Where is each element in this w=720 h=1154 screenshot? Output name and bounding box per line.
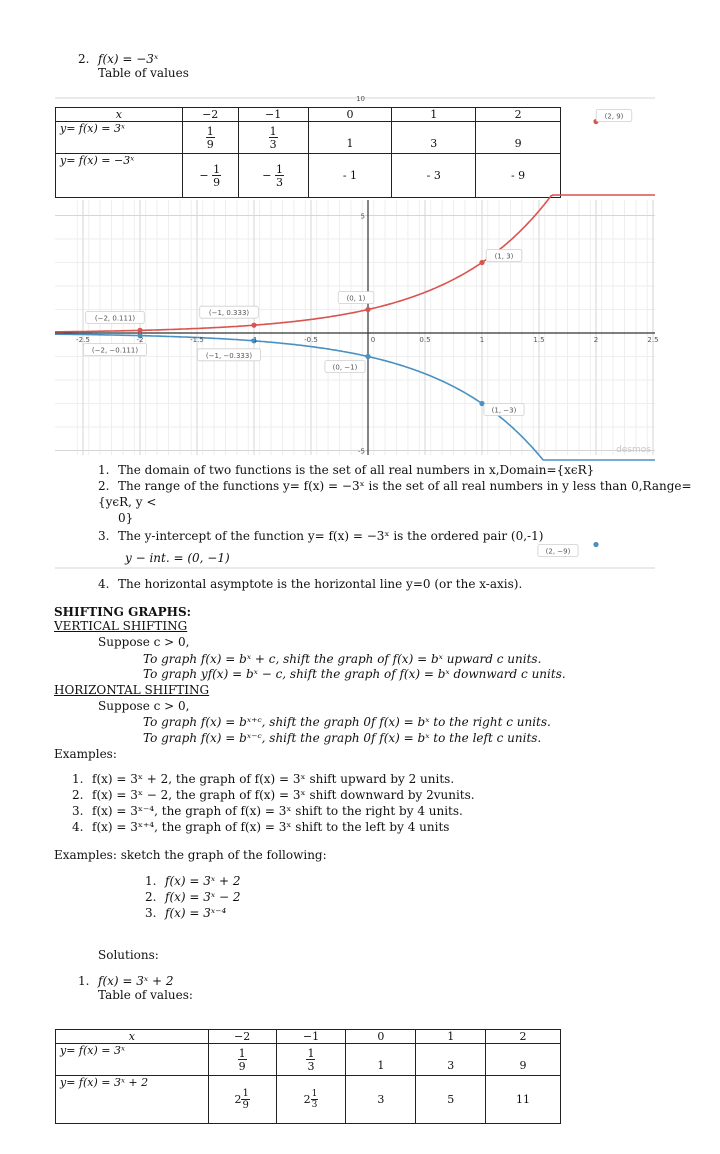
x-tick-label: -0.5 (304, 336, 318, 344)
table-cell: 3 (392, 122, 476, 154)
top-point-label (200, 306, 259, 318)
table-cell: − $\frac{1}{3}$ (238, 154, 308, 198)
solution-title: f(x) = 3ˣ + 2 (98, 974, 174, 988)
table-header-x: x (56, 108, 183, 122)
row-label: y= f(x) = 3ˣ + 2 (56, 1076, 209, 1124)
x-tick-label: -2 (136, 336, 144, 344)
data-point (365, 307, 370, 312)
data-point (137, 328, 142, 333)
top-point-label (338, 292, 374, 304)
top-point-label (486, 250, 522, 262)
point-label: (−2, −0.111) (91, 346, 139, 355)
rule-text: To graph f(x) = bˣ⁻ᶜ, shift the graph 0f f(x) = bˣ to the left c units. (143, 731, 542, 745)
table-cell: $\frac{1}{9}$ (182, 122, 238, 154)
table-header-cell: −1 (238, 108, 308, 122)
table-cell: 5 (416, 1076, 486, 1124)
vertical-shifting-heading: VERTICAL SHIFTING (54, 619, 188, 633)
note-item: 0} (118, 511, 134, 525)
rule-text: To graph f(x) = bˣ⁺ᶜ, shift the graph 0f f(x) = bˣ to the right c units. (143, 715, 551, 729)
data-point (479, 260, 484, 265)
bottom-point-label (83, 344, 146, 356)
sketch-list (145, 873, 240, 921)
point-label: (−2, 0.111) (94, 314, 136, 323)
row-label: y= f(x) = −3ˣ (56, 154, 183, 198)
bottom-point-label (484, 404, 524, 416)
sketch-item: 1. f(x) = 3ˣ + 2 (145, 874, 241, 888)
sketch-item: 3. f(x) = 3ˣ⁻⁴ (145, 906, 227, 920)
solutions-heading: Solutions: (98, 948, 159, 962)
example-item: 4. f(x) = 3ˣ⁺⁴, the graph of f(x) = 3ˣ shift to the left by 4 units (72, 820, 450, 834)
top-point-label (596, 110, 632, 122)
table-cell: 11 (486, 1076, 561, 1124)
y-tick-label: -5 (358, 447, 365, 456)
example-item: 3. f(x) = 3ˣ⁻⁴, the graph of f(x) = 3ˣ shift to the right by 4 units. (72, 804, 463, 818)
point-label: (1, −3) (491, 406, 517, 415)
table-cell: 9 (486, 1044, 561, 1076)
y-tick-label: 5 (360, 212, 365, 221)
table-cell: - 3 (392, 154, 476, 198)
row-label: y= f(x) = 3ˣ (56, 122, 183, 154)
desmos-watermark: desmos (616, 445, 651, 455)
top-point-label (86, 311, 145, 323)
table-header-cell: 0 (346, 1030, 416, 1044)
note-item: 3. The y-intercept of the function y= f(x) = −3ˣ is the ordered pair (0,-1) (98, 529, 544, 543)
note-item: 4. The horizontal asymptote is the horizontal line y=0 (or the x-axis). (98, 577, 523, 591)
x-tick-label: 1.5 (533, 336, 545, 344)
x-tick-label: 0.5 (419, 336, 431, 344)
sketch-heading: Examples: sketch the graph of the following: (54, 848, 327, 862)
x-tick-label: 0 (370, 336, 376, 344)
horizontal-shifting-heading: HORIZONTAL SHIFTING (54, 683, 210, 697)
point-label: (0, −1) (332, 363, 358, 372)
table-header-cell: 2 (486, 1030, 561, 1044)
point-label: (2, 9) (604, 112, 624, 121)
table-cell: 2 $\frac{1}{9}$ (208, 1076, 276, 1124)
table-cell: − $\frac{1}{9}$ (182, 154, 238, 198)
suppose-text: Suppose c > 0, (98, 635, 190, 649)
rule-text: To graph yf(x) = bˣ − c, shift the graph of f(x) = bˣ downward c units. (143, 667, 566, 681)
point-label: (2, −9) (545, 547, 571, 556)
note-item: y − int. = (0, −1) (125, 551, 230, 565)
y-tick-label: 10 (356, 95, 365, 103)
table-cell: - 9 (476, 154, 561, 198)
x-tick-label: -1.5 (190, 336, 204, 344)
x-tick-label: -1 (250, 336, 258, 344)
table-header-cell: 1 (416, 1030, 486, 1044)
table-header-cell: 2 (476, 108, 561, 122)
table-header-cell: −2 (208, 1030, 276, 1044)
table-cell: - 1 (308, 154, 392, 198)
x-tick-label: 1 (479, 336, 485, 344)
row-label: y= f(x) = 3ˣ (56, 1044, 209, 1076)
point-label: (−1, 0.333) (208, 309, 250, 318)
table-cell: 2 $\frac{1}{3}$ (276, 1076, 346, 1124)
values-table-1 (55, 107, 561, 198)
x-tick-label: -2.5 (76, 336, 90, 344)
table-header-cell: −2 (182, 108, 238, 122)
x-tick-label: 2.5 (647, 336, 659, 344)
x-tick-label: 2 (593, 336, 599, 344)
shifting-heading: SHIFTING GRAPHS: (54, 605, 192, 619)
table-cell: 1 (308, 122, 392, 154)
table-cell: 1 (346, 1044, 416, 1076)
table-cell: $\frac{1}{9}$ (208, 1044, 276, 1076)
example-item: 2. f(x) = 3ˣ − 2, the graph of f(x) = 3ˣ shift downward by 2vunits. (72, 788, 475, 802)
table-cell: 3 (346, 1076, 416, 1124)
notes-list (98, 462, 708, 592)
sketch-item: 2. f(x) = 3ˣ − 2 (145, 890, 241, 904)
table-header-cell: −1 (276, 1030, 346, 1044)
table-cell: $\frac{1}{3}$ (238, 122, 308, 154)
values-table-2 (55, 1029, 561, 1124)
data-point (365, 354, 370, 359)
rule-text: To graph f(x) = bˣ + c, shift the graph of f(x) = bˣ upward c units. (143, 652, 542, 666)
point-label: (0, 1) (346, 294, 366, 303)
section-subtitle: Table of values (98, 66, 189, 80)
solution-subtitle: Table of values: (98, 988, 193, 1002)
example-item: 1. f(x) = 3ˣ + 2, the graph of f(x) = 3ˣ shift upward by 2 units. (72, 772, 455, 786)
bottom-point-label (197, 349, 260, 361)
table-cell: 9 (476, 122, 561, 154)
note-item: 2. The range of the functions y= f(x) = −3ˣ is the set of all real numbers in y less than 0,Range={yϵR, y < (98, 479, 692, 509)
point-label: (−1, −0.333) (205, 351, 253, 360)
solution-number: 1. (78, 974, 90, 988)
point-label: (1, 3) (494, 252, 514, 261)
section-number: 2. (78, 52, 90, 66)
table-header-cell: 1 (392, 108, 476, 122)
examples-list (72, 771, 475, 835)
data-point (251, 323, 256, 328)
suppose-text: Suppose c > 0, (98, 699, 190, 713)
table-header-x: x (56, 1030, 209, 1044)
table-cell: $\frac{1}{3}$ (276, 1044, 346, 1076)
section-title: f(x) = −3ˣ (98, 52, 159, 66)
note-item: 1. The domain of two functions is the set of all real numbers in x,Domain={xϵR} (98, 463, 595, 477)
table-header-cell: 0 (308, 108, 392, 122)
examples-heading: Examples: (54, 747, 117, 761)
bottom-point-label (325, 361, 365, 373)
table-cell: 3 (416, 1044, 486, 1076)
